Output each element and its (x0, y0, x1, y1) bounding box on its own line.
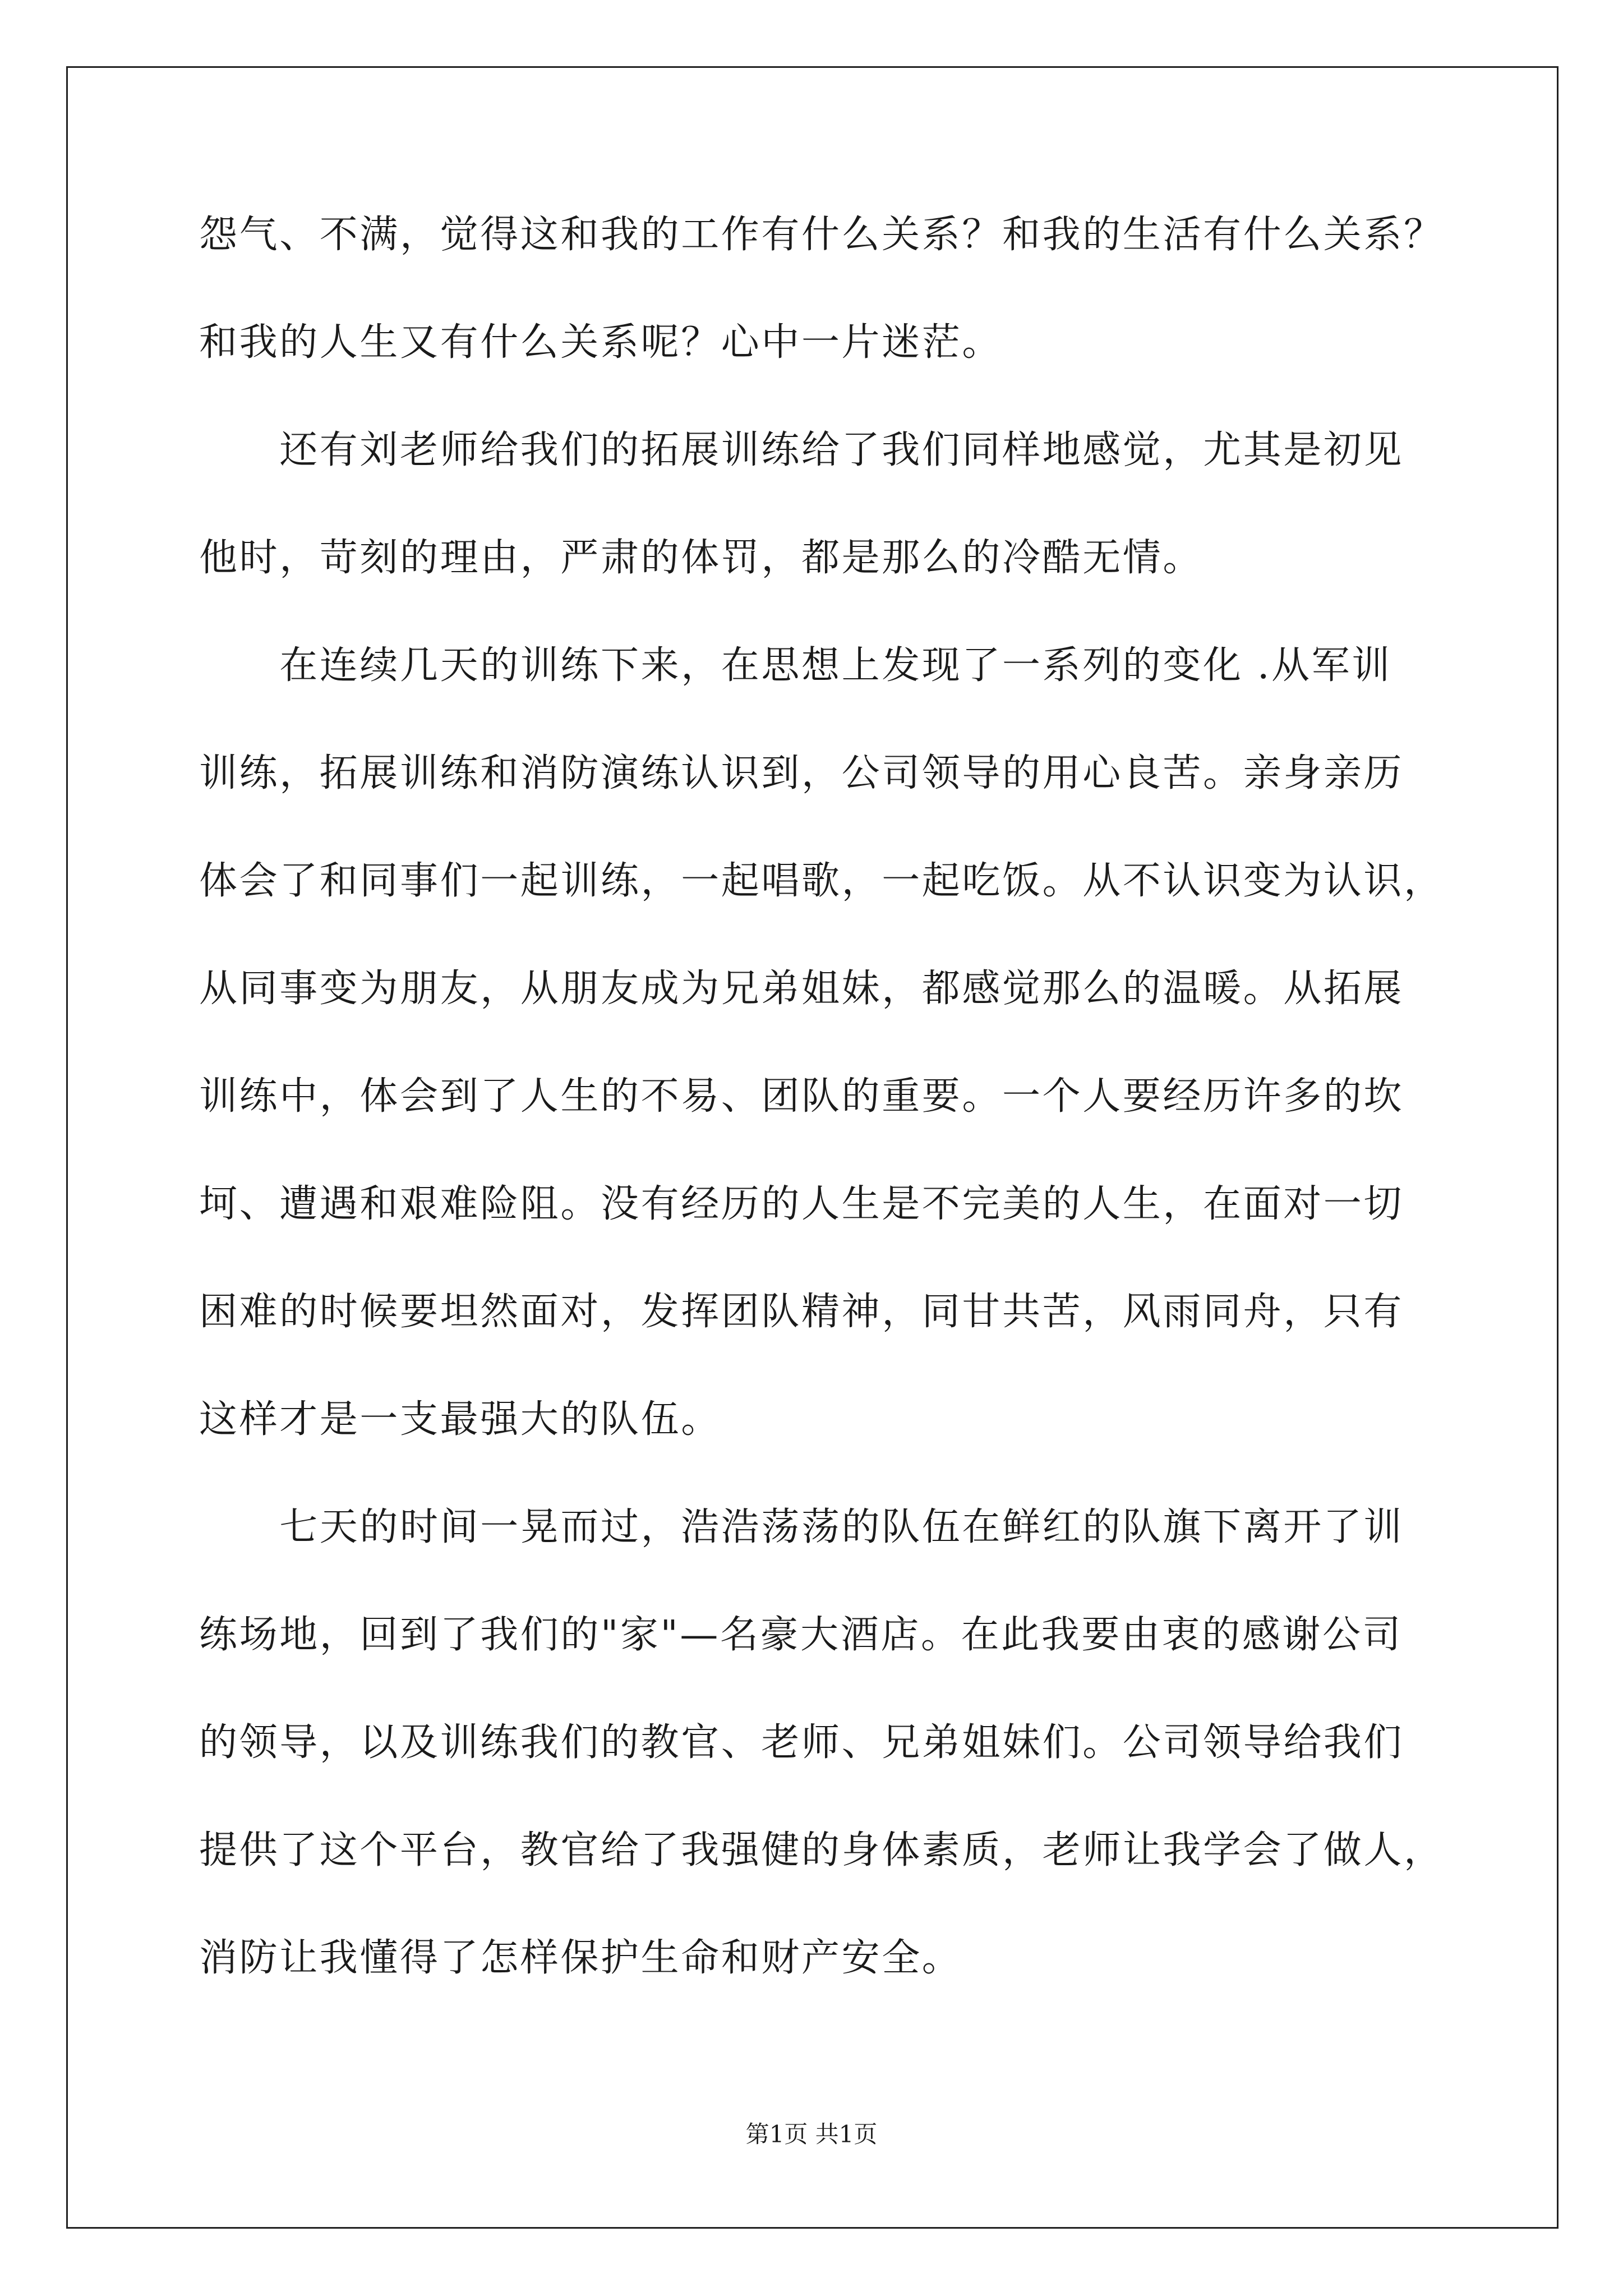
text-line: 消防让我懂得了怎样保护生命和财产安全。 (199, 1936, 962, 1980)
text-line: 在连续几天的训练下来，在思想上发现了一系列的变化 .从军训 (199, 643, 1392, 688)
text-line: 这样才是一支最强大的队伍。 (199, 1397, 721, 1442)
page-border (66, 66, 1559, 2229)
page-number-footer: 第1页 共1页 (745, 2120, 878, 2148)
text-line: 和我的人生又有什么关系呢？心中一片迷茫。 (199, 320, 1003, 365)
text-line: 困难的时候要坦然面对，发挥团队精神，同甘共苦，风雨同舟，只有 (199, 1290, 1404, 1334)
text-line: 体会了和同事们一起训练，一起唱歌，一起吃饭。从不认识变为认识， (199, 859, 1444, 903)
text-line: 他时，苛刻的理由，严肃的体罚，都是那么的冷酷无情。 (199, 536, 1204, 580)
text-line: 提供了这个平台，教官给了我强健的身体素质，老师让我学会了做人， (199, 1828, 1444, 1872)
text-line: 的领导，以及训练我们的教官、老师、兄弟姐妹们。公司领导给我们 (199, 1720, 1404, 1765)
text-line: 从同事变为朋友，从朋友成为兄弟姐妹，都感觉那么的温暖。从拓展 (199, 967, 1404, 1011)
text-line: 练场地，回到了我们的"家"—名豪大酒店。在此我要由衷的感谢公司 (199, 1613, 1403, 1657)
text-line: 坷、遭遇和艰难险阻。没有经历的人生是不完美的人生，在面对一切 (199, 1182, 1404, 1226)
text-line: 还有刘老师给我们的拓展训练给了我们同样地感觉，尤其是初见 (199, 428, 1404, 472)
text-line: 训练中，体会到了人生的不易、团队的重要。一个人要经历许多的坎 (199, 1074, 1404, 1119)
text-line: 怨气、不满，觉得这和我的工作有什么关系？和我的生活有什么关系？ (199, 213, 1444, 257)
text-line: 七天的时间一晃而过，浩浩荡荡的队伍在鲜红的队旗下离开了训 (199, 1505, 1404, 1549)
text-line: 训练，拓展训练和消防演练认识到，公司领导的用心良苦。亲身亲历 (199, 751, 1404, 795)
